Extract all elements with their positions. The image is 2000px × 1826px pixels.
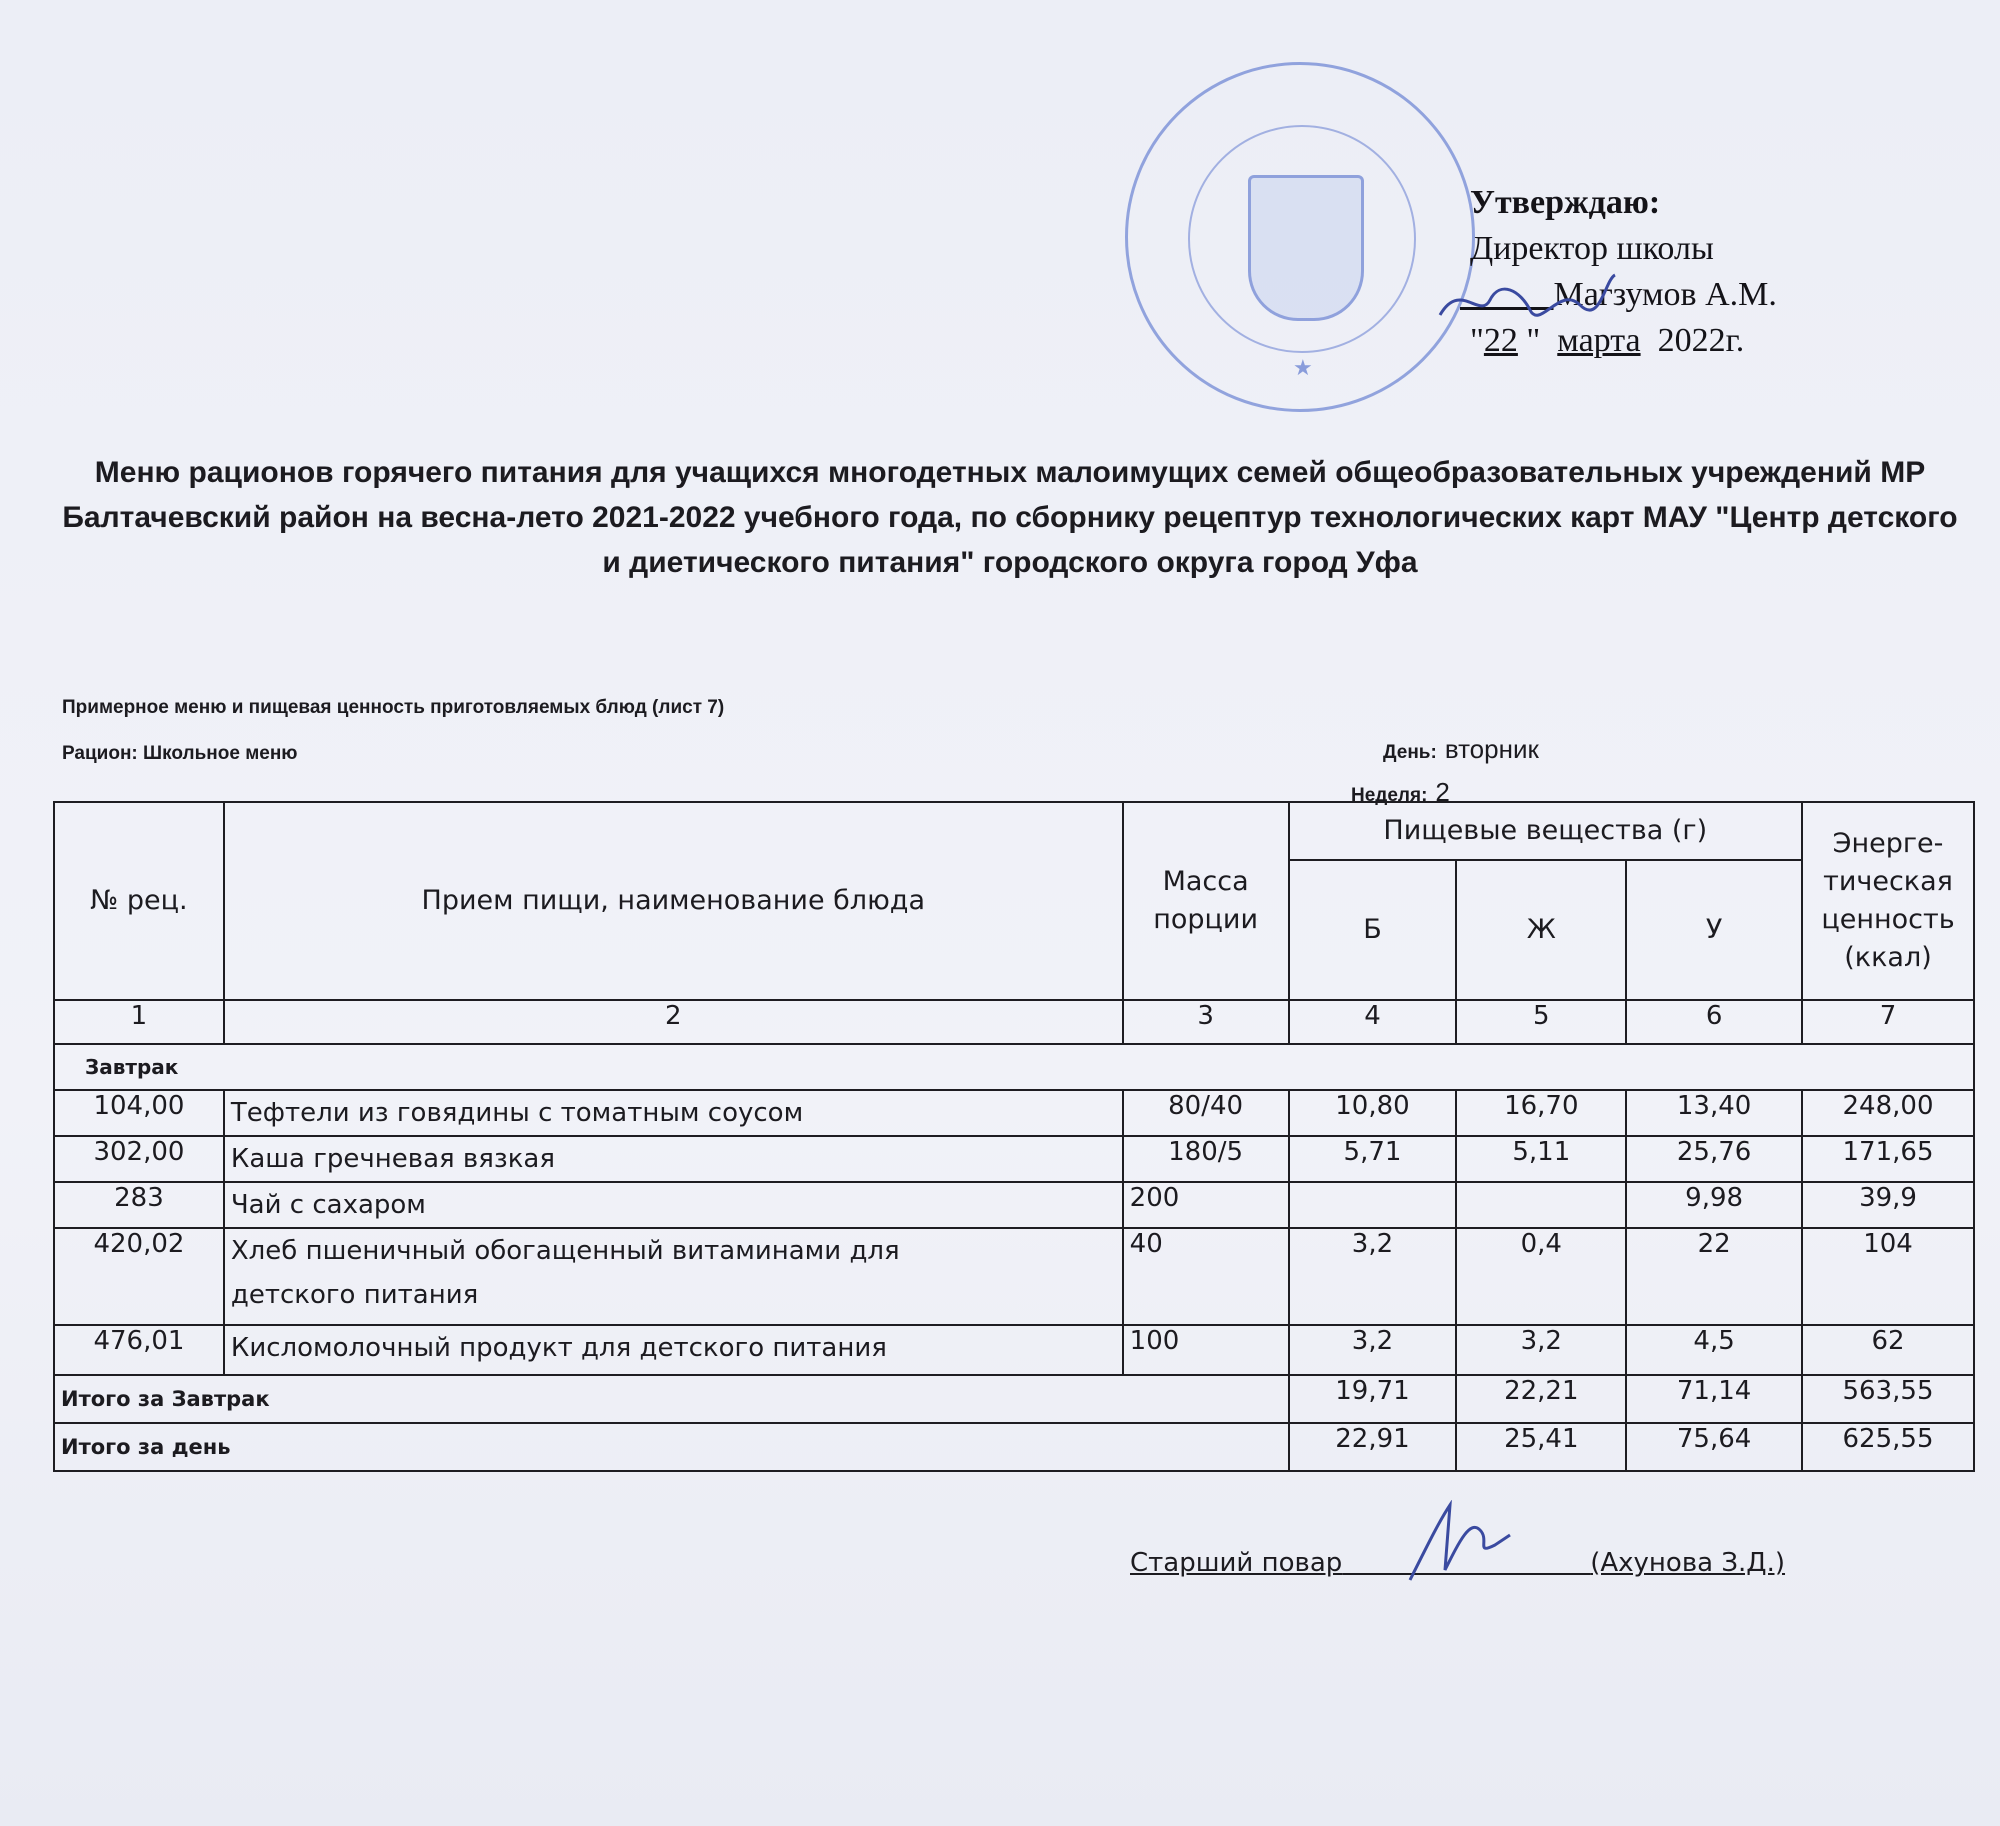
header-rec-no: № рец. bbox=[54, 802, 224, 1000]
table-row bbox=[54, 1136, 1974, 1182]
protein: 5,71 bbox=[1289, 1136, 1457, 1182]
header-carbs: У bbox=[1626, 860, 1802, 1000]
col-number: 1 bbox=[54, 1000, 224, 1044]
kcal: 39,9 bbox=[1802, 1182, 1974, 1228]
approval-month: марта bbox=[1557, 322, 1641, 359]
total-row-day bbox=[54, 1423, 1974, 1471]
total-label: Итого за день bbox=[54, 1423, 1289, 1471]
table-row bbox=[54, 1325, 1974, 1375]
kcal: 104 bbox=[1802, 1228, 1974, 1325]
dish-name: Каша гречневая вязкая bbox=[224, 1136, 1123, 1182]
week-value: 2 bbox=[1435, 777, 1450, 807]
total-row-breakfast bbox=[54, 1375, 1974, 1423]
protein bbox=[1289, 1182, 1457, 1228]
carbs: 9,98 bbox=[1626, 1182, 1802, 1228]
header-energy: Энерге-тическая ценность (ккал) bbox=[1802, 802, 1974, 1000]
header-dish: Прием пищи, наименование блюда bbox=[224, 802, 1123, 1000]
kcal: 62 bbox=[1802, 1325, 1974, 1375]
rec-no: 283 bbox=[54, 1182, 224, 1228]
approval-heading: Утверждаю: bbox=[1470, 184, 1661, 221]
day-value: вторник bbox=[1444, 734, 1539, 764]
dish-name: Хлеб пшеничный обогащенный витаминами для детского питания bbox=[224, 1228, 1123, 1325]
table-row bbox=[54, 1228, 1974, 1325]
table-row bbox=[54, 1182, 1974, 1228]
cook-role-text: Старший повар bbox=[1130, 1548, 1343, 1578]
total-fat: 25,41 bbox=[1456, 1423, 1626, 1471]
header-fat: Ж bbox=[1456, 860, 1626, 1000]
menu-table bbox=[53, 801, 1975, 1472]
total-protein: 19,71 bbox=[1289, 1375, 1457, 1423]
fat: 16,70 bbox=[1456, 1090, 1626, 1136]
rec-no: 476,01 bbox=[54, 1325, 224, 1375]
section-label: Завтрак bbox=[54, 1044, 1974, 1090]
fat bbox=[1456, 1182, 1626, 1228]
col-number: 4 bbox=[1289, 1000, 1457, 1044]
carbs: 22 bbox=[1626, 1228, 1802, 1325]
subtitle: Примерное меню и пищевая ценность приготовляемых блюд (лист 7) bbox=[62, 697, 725, 718]
mass: 40 bbox=[1123, 1228, 1289, 1325]
approval-year: 2022г. bbox=[1657, 322, 1745, 359]
table-row bbox=[54, 1090, 1974, 1136]
approval-position: Директор школы bbox=[1470, 230, 1714, 267]
col-number: 5 bbox=[1456, 1000, 1626, 1044]
cook-name: (Ахунова З.Д.) bbox=[1590, 1548, 1786, 1578]
rec-no: 302,00 bbox=[54, 1136, 224, 1182]
col-number: 7 bbox=[1802, 1000, 1974, 1044]
rec-no: 420,02 bbox=[54, 1228, 224, 1325]
star-icon: ★ bbox=[1293, 355, 1313, 380]
total-carbs: 71,14 bbox=[1626, 1375, 1802, 1423]
total-label: Итого за Завтрак bbox=[54, 1375, 1289, 1423]
kcal: 171,65 bbox=[1802, 1136, 1974, 1182]
ration-label: Рацион: bbox=[62, 743, 138, 764]
day-label: День: bbox=[1383, 742, 1437, 763]
coat-of-arms-icon bbox=[1248, 175, 1364, 321]
col-number: 2 bbox=[224, 1000, 1123, 1044]
section-row bbox=[54, 1044, 1974, 1090]
total-carbs: 75,64 bbox=[1626, 1423, 1802, 1471]
total-fat: 22,21 bbox=[1456, 1375, 1626, 1423]
approver-name: Магзумов А.М. bbox=[1553, 276, 1777, 313]
total-kcal: 563,55 bbox=[1802, 1375, 1974, 1423]
ration-value: Школьное меню bbox=[143, 743, 298, 764]
mass: 180/5 bbox=[1123, 1136, 1289, 1182]
carbs: 4,5 bbox=[1626, 1325, 1802, 1375]
ration-info bbox=[62, 743, 298, 765]
week-label: Неделя: bbox=[1351, 785, 1428, 806]
header-protein: Б bbox=[1289, 860, 1457, 1000]
mass: 80/40 bbox=[1123, 1090, 1289, 1136]
header-mass: Масса порции bbox=[1123, 802, 1289, 1000]
dish-name: Чай с сахаром bbox=[224, 1182, 1123, 1228]
header-nutrients: Пищевые вещества (г) bbox=[1289, 802, 1802, 860]
protein: 3,2 bbox=[1289, 1325, 1457, 1375]
fat: 5,11 bbox=[1456, 1136, 1626, 1182]
kcal: 248,00 bbox=[1802, 1090, 1974, 1136]
dish-name: Кисломолочный продукт для детского питания bbox=[224, 1325, 1123, 1375]
fat: 0,4 bbox=[1456, 1228, 1626, 1325]
col-number: 6 bbox=[1626, 1000, 1802, 1044]
total-kcal: 625,55 bbox=[1802, 1423, 1974, 1471]
day-info bbox=[1383, 734, 1539, 765]
total-protein: 22,91 bbox=[1289, 1423, 1457, 1471]
official-stamp bbox=[1125, 62, 1475, 412]
mass: 100 bbox=[1123, 1325, 1289, 1375]
carbs: 25,76 bbox=[1626, 1136, 1802, 1182]
rec-no: 104,00 bbox=[54, 1090, 224, 1136]
dish-name: Тефтели из говядины с томатным соусом bbox=[224, 1090, 1123, 1136]
carbs: 13,40 bbox=[1626, 1090, 1802, 1136]
document-title: Меню рационов горячего питания для учащихся многодетных малоимущих семей общеобразовательных учреждений МР Балтачевский район на весна-лето 2021-2022 учебного года, по сборнику рецептур технологических карт МАУ "Центр детского и диетического питания" городского округа город Уфа bbox=[62, 456, 1958, 579]
protein: 3,2 bbox=[1289, 1228, 1457, 1325]
col-number: 3 bbox=[1123, 1000, 1289, 1044]
approval-day: 22 bbox=[1483, 322, 1518, 359]
fat: 3,2 bbox=[1456, 1325, 1626, 1375]
approval-block: Утверждаю: Директор школы Магзумов А.М. "22 " марта 2022г. bbox=[1470, 180, 1777, 364]
column-number-row bbox=[54, 1000, 1974, 1044]
mass: 200 bbox=[1123, 1182, 1289, 1228]
cook-signature bbox=[1400, 1500, 1530, 1590]
director-signature bbox=[1430, 270, 1620, 330]
protein: 10,80 bbox=[1289, 1090, 1457, 1136]
